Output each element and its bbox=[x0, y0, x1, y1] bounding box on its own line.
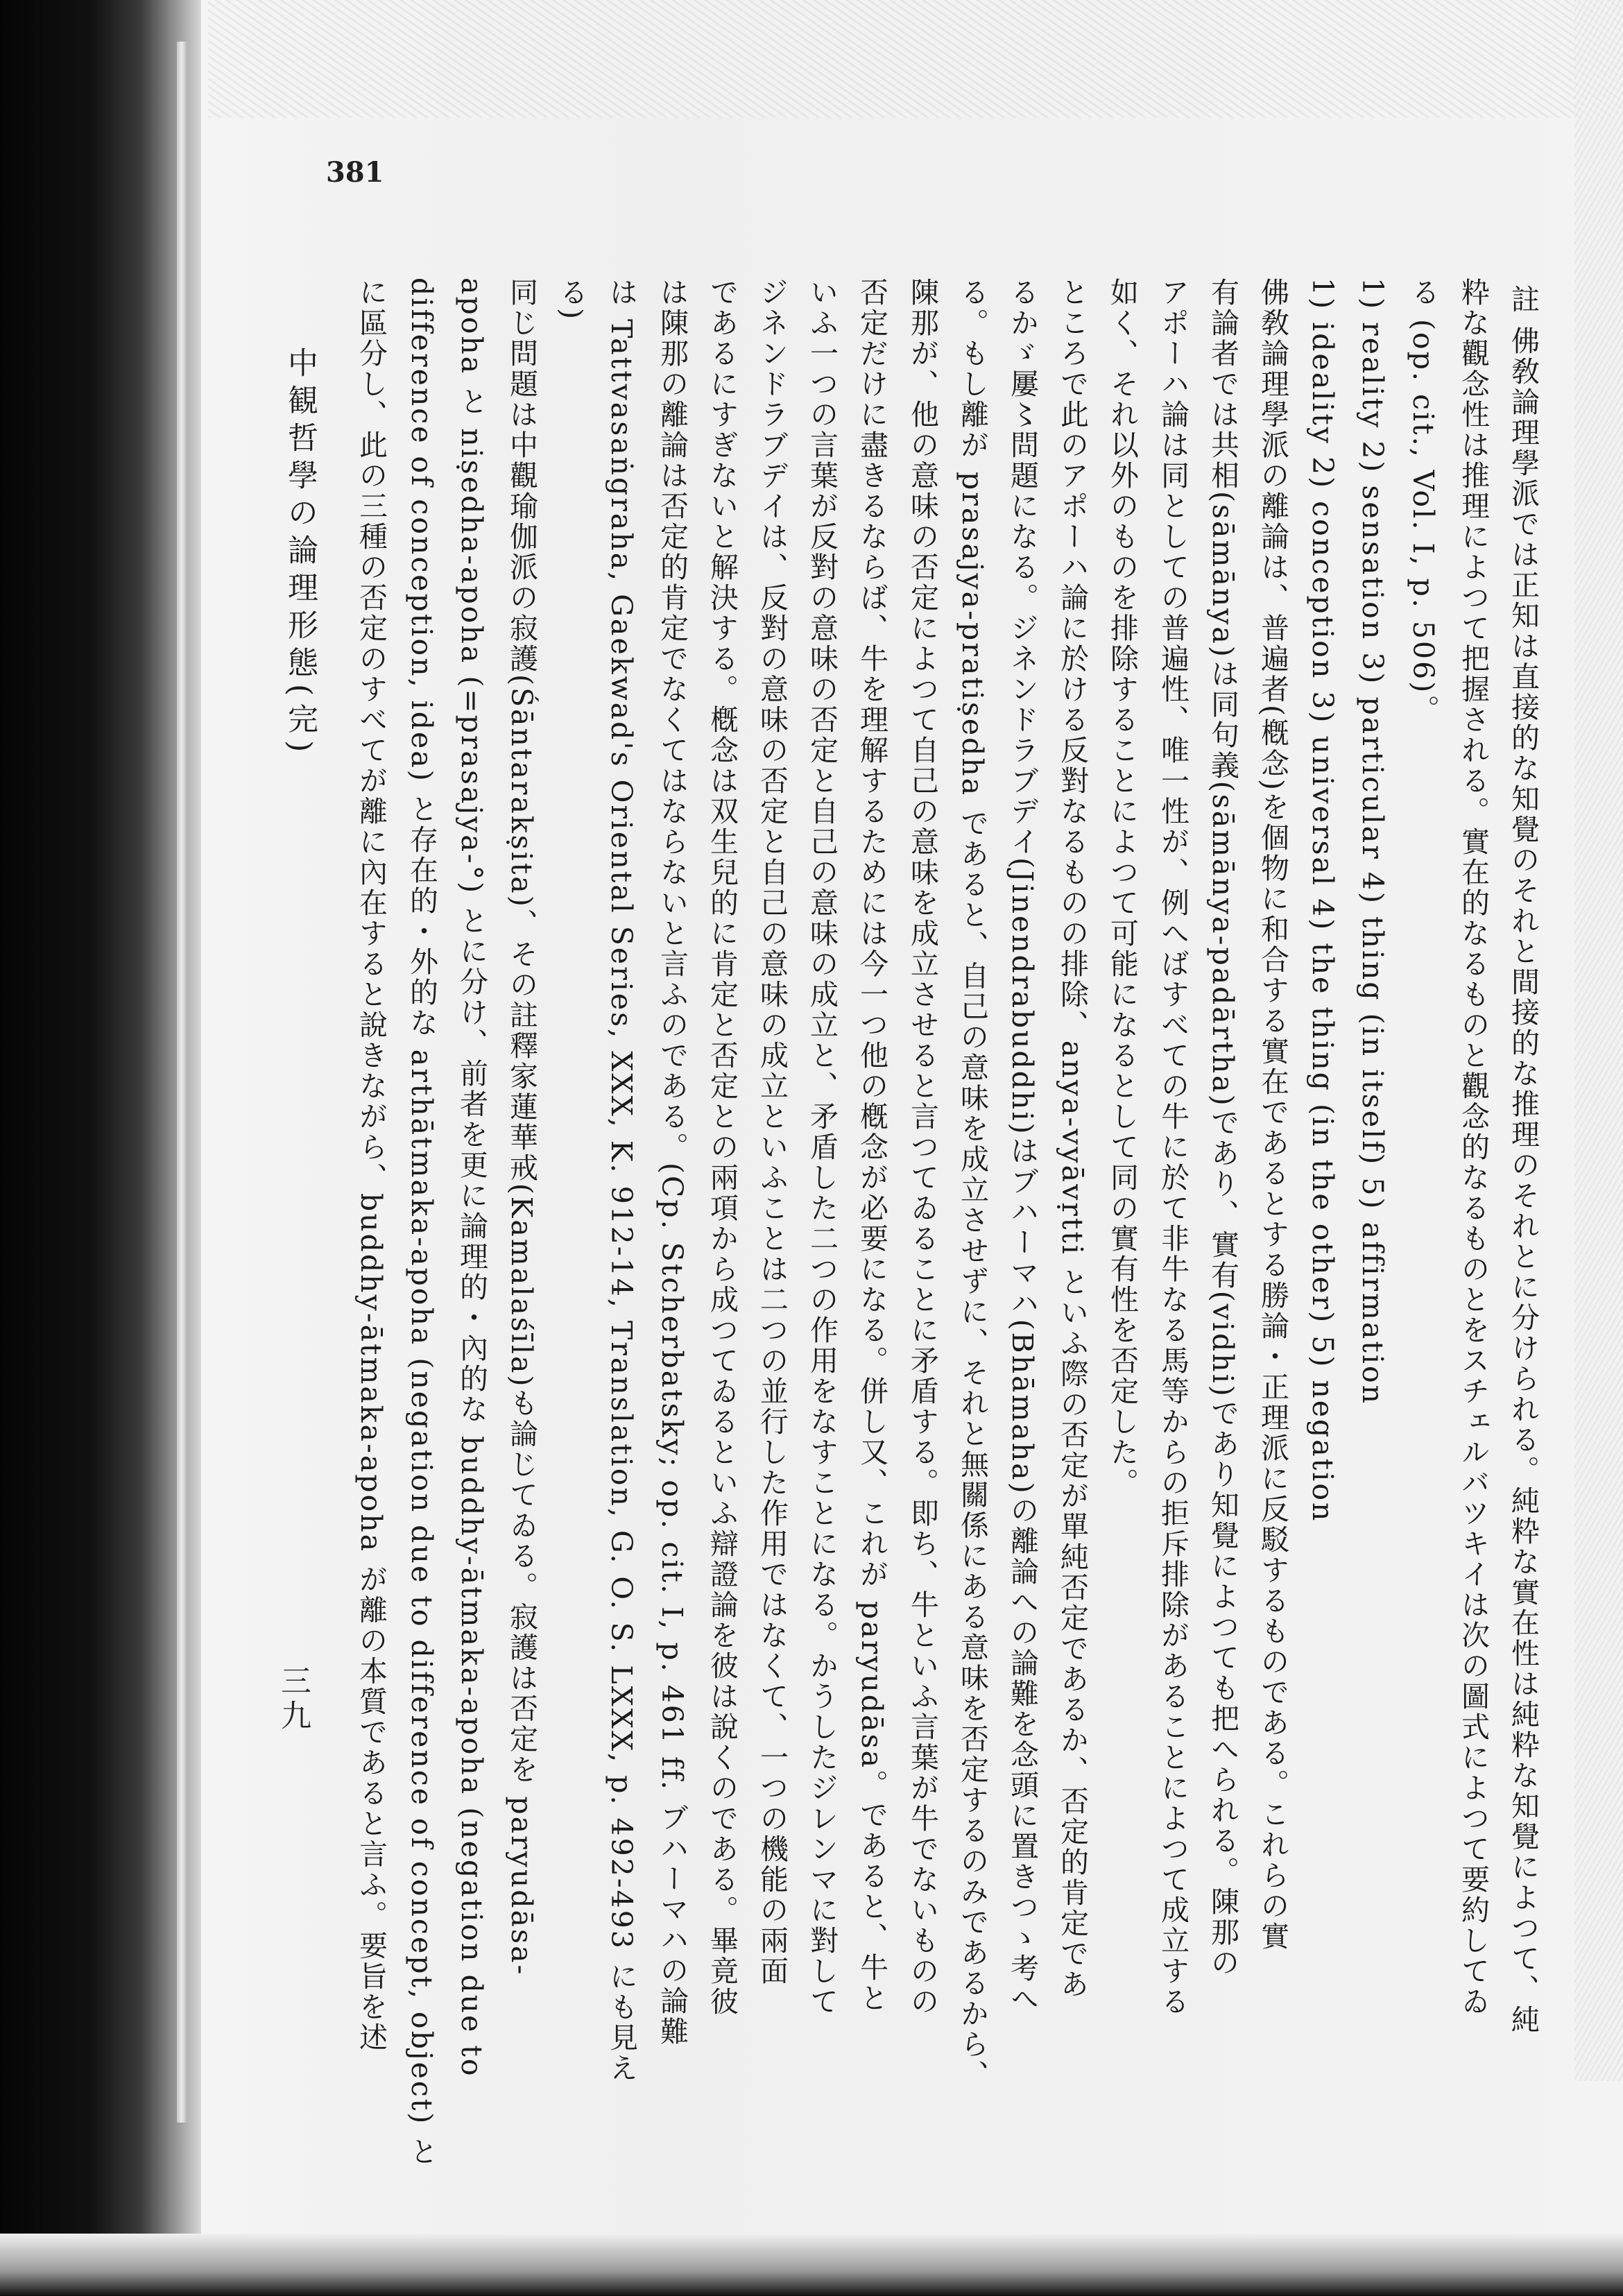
text-column: 粋な觀念性は推理によつて把握される。實在的なるものと觀念的なるものとをスチェルバツキイは次の圖式によつて要約してゐ bbox=[1457, 277, 1490, 2017]
text-column: は Tattvasaṅgraha, Gaekwad's Oriental Series, XXX, K. 912-14, Translation, G. O. S. LXXX, p. 492-493 にも見え bbox=[605, 277, 638, 2084]
text-column: 1) ideality 2) conception 3) universal 4) the thing (in the other) 5) negation bbox=[1306, 277, 1339, 1523]
text-column: るかゞ屢〻問題になる。ジネンドラブデイ(Jinendrabuddhi)はブハーマハ(Bhāmaha)の離論への論難を念頭に置きつゝ考へ bbox=[1006, 277, 1039, 2014]
text-column: る。もし離が prasajya-pratiṣedha であると、自己の意味を成立させずに、それと無關係にある意味を否定するのみであるから、 bbox=[956, 277, 989, 2091]
text-column: 有論者では共相(sāmānya)は同句義(sāmānya-padārtha)であり、實有(vidhi)であり知覺によつても把へられる。陳那の bbox=[1206, 277, 1239, 1978]
book-spine-edge bbox=[0, 0, 201, 2296]
text-column: であるにすぎないと解決する。槪念は双生兒的に肯定と否定との兩項から成つてゐるといふ辯證論を彼は說くのである。畢竟彼 bbox=[705, 277, 739, 2017]
text-column: ジネンドラブデイは、反對の意味の否定と自己の意味の成立といふことは二つの並行した作用ではなくて、一つの機能の兩面 bbox=[755, 277, 789, 1987]
text-column: 佛敎論理學派の離論は、普遍者(槪念)を個物に和合する實在であるとする勝論・正理派に反駁するものである。これらの實 bbox=[1256, 277, 1289, 1952]
section-end-title: 中観哲學の論理形態(完) bbox=[282, 347, 318, 760]
text-column: アポーハ論は同としての普遍性、唯一性が、例へばすべての牛に於て非牛なる馬等からの拒斥排除があることによつて成立する bbox=[1156, 277, 1190, 2017]
text-column: 如く、それ以外のものを排除することによつて可能になるとして同の實有性を否定した。 bbox=[1106, 277, 1139, 1498]
text-column: 否定だけに盡きるならば、牛を理解するためには今一つ他の槪念が必要になる。併し又、これが paryudāsa。であると、牛と bbox=[855, 277, 888, 2014]
text-column: 1) reality 2) sensation 3) particular 4) thing (in itself) 5) affirmation bbox=[1356, 277, 1389, 1406]
text-column: apoha と niṣedha-apoha (=prasajya-°) とに分け、前者を更に論理的・內的な buddhy-ātmaka-apoha (negation due to bbox=[455, 277, 488, 2078]
text-column: difference of conception, idea) と存在的・外的な arthātmaka-apoha (negation due to difference of concept, object) と bbox=[405, 277, 438, 2168]
text-column: に區分し、此の三種の否定のすべてが離に內在すると說きながら、buddhy-ātmaka-apoha が離の本質であると言ふ。要旨を述 bbox=[354, 277, 388, 2053]
text-column: る (op. cit., Vol. I, p. 506)。 bbox=[1407, 277, 1440, 726]
text-column: る) bbox=[555, 277, 588, 321]
text-column: 同じ問題は中觀瑜伽派の寂護(Śāntarakṣita)、その註釋家蓮華戒(Kamalaśīla)も論じてゐる。寂護は否定を paryudāsa- bbox=[505, 277, 538, 1977]
page-number: 381 bbox=[326, 156, 384, 189]
scan-noise-top bbox=[208, 0, 1623, 118]
text-column: ところで此のアポーハ論に於ける反對なるものの排除、anya-vyāvṛtti といふ際の否定が單純否定であるか、否定的肯定であ bbox=[1056, 277, 1089, 2000]
text-column: 陳那が、他の意味の否定によつて自己の意味を成立させると言つてゐることに矛盾する。即ち、牛といふ言葉が牛でないものの bbox=[906, 277, 939, 2017]
page-bottom-shadow bbox=[0, 2234, 1623, 2296]
text-column: いふ一つの言葉が反對の意味の否定と自己の意味の成立と、矛盾した二つの作用をなすことになる。かうしたジレンマに對して bbox=[805, 277, 839, 2017]
text-column: は陳那の離論は否定的肯定でなくてはならないと言ふのである。(Cp. Stcherbatsky; op. cit. I, p. 461 ff. ブハーマハの論難 bbox=[655, 277, 689, 2047]
text-column: 註 佛敎論理學派では正知は直接的な知覺のそれと間接的な推理のそれとに分けられる。純粋な實在性は純粋な知覺によつて、純 bbox=[1506, 284, 1540, 2036]
scan-noise-right bbox=[1574, 0, 1623, 2081]
kanji-page-number: 三九 bbox=[275, 1665, 311, 1734]
book-spine-highlight bbox=[177, 42, 187, 2123]
